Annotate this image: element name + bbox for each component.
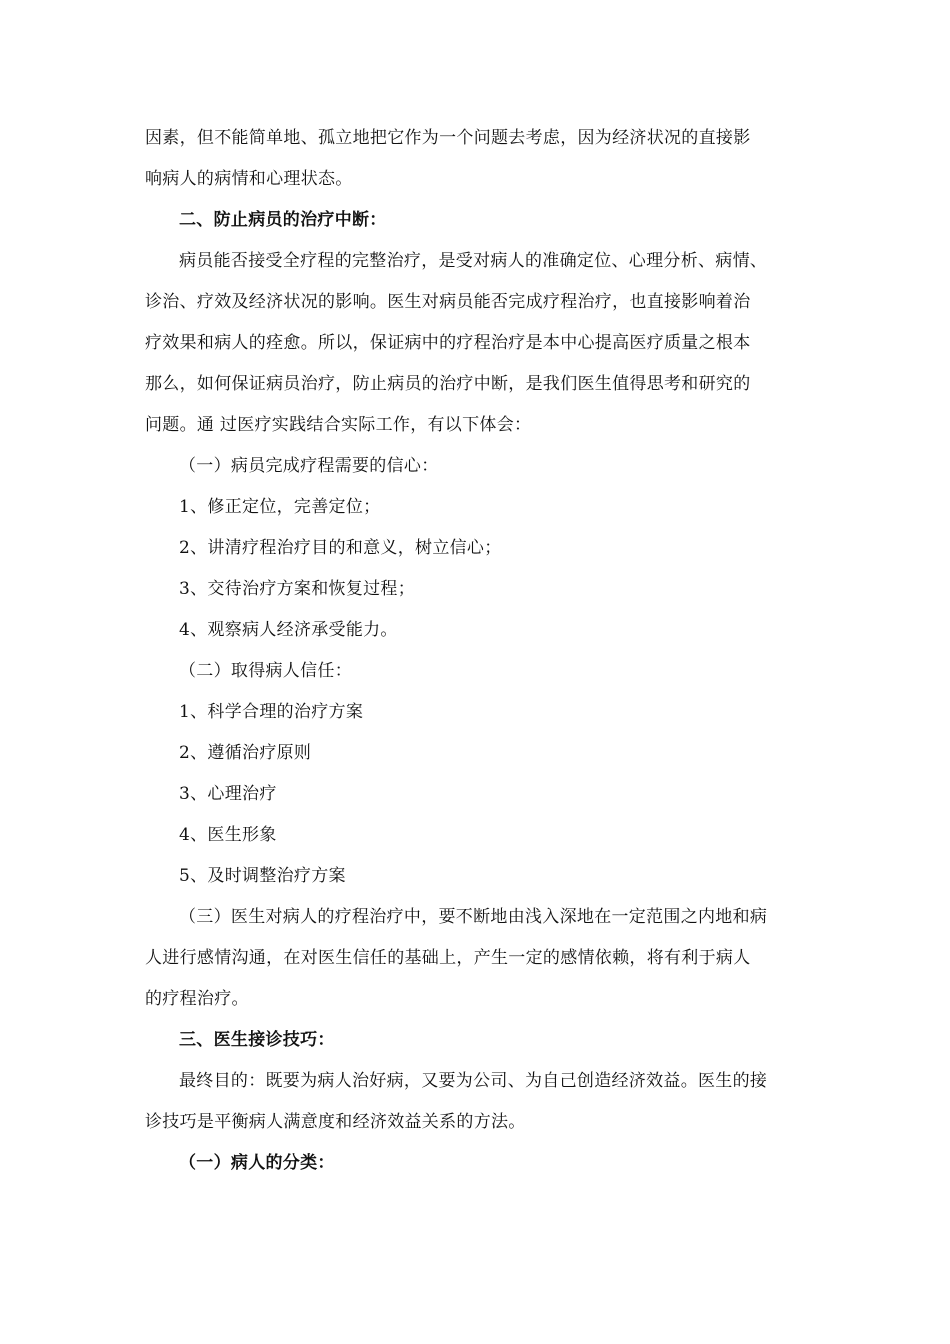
- list-item: 3、心理治疗: [179, 784, 277, 804]
- list-item: 3、交待治疗方案和恢复过程；: [179, 579, 416, 599]
- list-item: 1、科学合理的治疗方案: [179, 702, 364, 722]
- subsection-heading: （二）取得病人信任：: [179, 661, 352, 681]
- paragraph-line: 诊治、疗效及经济状况的影响。医生对病员能否完成疗程治疗，也直接影响着治: [145, 292, 751, 312]
- list-item: 5、及时调整治疗方案: [179, 866, 346, 886]
- paragraph-line: 诊技巧是平衡病人满意度和经济效益关系的方法。: [145, 1112, 526, 1132]
- paragraph-line: 问题。通 过医疗实践结合实际工作，有以下体会：: [145, 415, 532, 435]
- subsection-heading: （一）病人的分类：: [179, 1153, 335, 1173]
- paragraph-line: 因素，但不能简单地、孤立地把它作为一个问题去考虑，因为经济状况的直接影: [145, 128, 751, 148]
- paragraph-line: 人进行感情沟通，在对医生信任的基础上，产生一定的感情依赖，将有利于病人: [145, 948, 751, 968]
- paragraph-line: 的疗程治疗。: [145, 989, 249, 1009]
- document-body: [145, 118, 810, 1184]
- paragraph-line: 病员能否接受全疗程的完整治疗，是受对病人的准确定位、心理分析、病情、: [179, 251, 768, 271]
- section-heading: 二、防止病员的治疗中断：: [179, 210, 387, 230]
- paragraph-line: 那么，如何保证病员治疗，防止病员的治疗中断，是我们医生值得思考和研究的: [145, 374, 751, 394]
- list-item: 4、观察病人经济承受能力。: [179, 620, 398, 640]
- list-item: 4、医生形象: [179, 825, 277, 845]
- paragraph-line: 响病人的病情和心理状态。: [145, 169, 353, 189]
- list-item: 2、遵循治疗原则: [179, 743, 312, 763]
- section-heading: 三、医生接诊技巧：: [179, 1030, 335, 1050]
- subsection-heading: （一）病员完成疗程需要的信心：: [179, 456, 439, 476]
- paragraph-line: （三）医生对病人的疗程治疗中，要不断地由浅入深地在一定范围之内地和病: [179, 907, 768, 927]
- paragraph-line: 疗效果和病人的痊愈。所以，保证病中的疗程治疗是本中心提高医疗质量之根本: [145, 333, 751, 353]
- list-item: 2、讲清疗程治疗目的和意义，树立信心；: [179, 538, 502, 558]
- paragraph-line: 最终目的：既要为病人治好病，又要为公司、为自己创造经济效益。医生的接: [179, 1071, 768, 1091]
- list-item: 1、修正定位，完善定位；: [179, 497, 381, 517]
